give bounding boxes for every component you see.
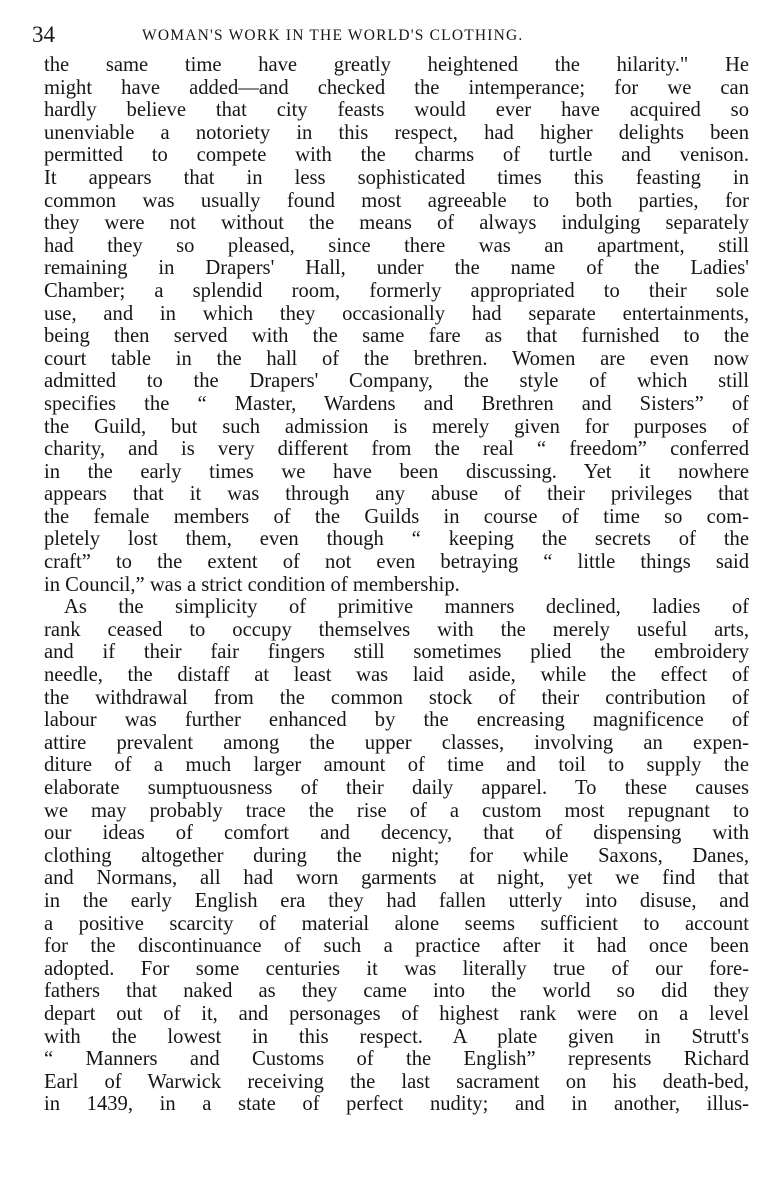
- text-line: with the lowest in this respect. A plate given in Strutt's: [44, 1025, 749, 1048]
- text-line: admitted to the Drapers' Company, the style of which still: [44, 370, 749, 393]
- text-line: depart out of it, and personages of highest rank were on a level: [44, 1002, 749, 1025]
- text-line: for the discontinuance of such a practice after it had once been: [44, 935, 749, 958]
- text-line: appears that it was through any abuse of their privileges that: [44, 483, 749, 506]
- text-line: Earl of Warwick receiving the last sacrament on his death-bed,: [44, 1070, 749, 1093]
- text-line: attire prevalent among the upper classes, involving an expen-: [44, 731, 749, 754]
- text-line: craft” to the extent of not even betraying “ little things said: [44, 551, 749, 574]
- text-line: clothing altogether during the night; for while Saxons, Danes,: [44, 844, 749, 867]
- text-line: and Normans, all had worn garments at night, yet we find that: [44, 867, 749, 890]
- text-line: we may probably trace the rise of a custom most repugnant to: [44, 799, 749, 822]
- text-line: might have added—and checked the intemperance; for we can: [44, 76, 749, 99]
- text-line: they were not without the means of always indulging separately: [44, 212, 749, 235]
- text-line: in the early English era they had fallen utterly into disuse, and: [44, 889, 749, 912]
- body-text: [44, 54, 749, 1116]
- text-line: adopted. For some centuries it was literally true of our fore-: [44, 957, 749, 980]
- text-line: diture of a much larger amount of time and toil to supply the: [44, 754, 749, 777]
- paragraph: [44, 596, 749, 1116]
- text-line: fathers that naked as they came into the world so did they: [44, 980, 749, 1003]
- text-line: court table in the hall of the brethren. Women are even now: [44, 347, 749, 370]
- text-line: the female members of the Guilds in course of time so com-: [44, 505, 749, 528]
- text-line: the same time have greatly heightened the hilarity." He: [44, 54, 749, 76]
- text-line: use, and in which they occasionally had separate entertainments,: [44, 302, 749, 325]
- text-line: unenviable a notoriety in this respect, had higher delights been: [44, 121, 749, 144]
- text-line: in the early times we have been discussing. Yet it nowhere: [44, 460, 749, 483]
- text-line: and if their fair fingers still sometimes plied the embroidery: [44, 641, 749, 664]
- text-line: the Guild, but such admission is merely given for purposes of: [44, 415, 749, 438]
- text-line: As the simplicity of primitive manners declined, ladies of: [64, 596, 749, 619]
- paragraph: [44, 54, 749, 596]
- text-line: needle, the distaff at least was laid aside, while the effect of: [44, 664, 749, 687]
- text-line: labour was further enhanced by the encreasing magnificence of: [44, 709, 749, 732]
- text-line: permitted to compete with the charms of turtle and venison.: [44, 144, 749, 167]
- text-line: a positive scarcity of material alone seems sufficient to account: [44, 912, 749, 935]
- page-header: [32, 20, 749, 54]
- text-line: remaining in Drapers' Hall, under the name of the Ladies': [44, 257, 749, 280]
- text-line: charity, and is very different from the real “ freedom” conferred: [44, 438, 749, 461]
- text-line: had they so pleased, since there was an apartment, still: [44, 234, 749, 257]
- text-line: specifies the “ Master, Wardens and Brethren and Sisters” of: [44, 392, 749, 415]
- text-line: the withdrawal from the common stock of their contribution of: [44, 686, 749, 709]
- text-line: elaborate sumptuousness of their daily apparel. To these causes: [44, 777, 749, 799]
- text-line: hardly believe that city feasts would ever have acquired so: [44, 99, 749, 122]
- text-line: common was usually found most agreeable to both parties, for: [44, 189, 749, 212]
- text-line: in Council,” was a strict condition of membership.: [44, 573, 460, 596]
- text-line: “ Manners and Customs of the English” represents Richard: [44, 1048, 749, 1071]
- running-title: WOMAN'S WORK IN THE WORLD'S CLOTHING.: [142, 27, 524, 44]
- text-line: in 1439, in a state of perfect nudity; and in another, illus-: [44, 1093, 749, 1116]
- text-line: pletely lost them, even though “ keeping the secrets of the: [44, 528, 749, 551]
- text-line: our ideas of comfort and decency, that of dispensing with: [44, 822, 749, 845]
- text-line: being then served with the same fare as that furnished to the: [44, 325, 749, 348]
- text-line: Chamber; a splendid room, formerly appropriated to their sole: [44, 279, 749, 302]
- text-line: rank ceased to occupy themselves with the merely useful arts,: [44, 618, 749, 641]
- text-line: It appears that in less sophisticated times this feasting in: [44, 166, 749, 189]
- page-number: 34: [32, 22, 55, 47]
